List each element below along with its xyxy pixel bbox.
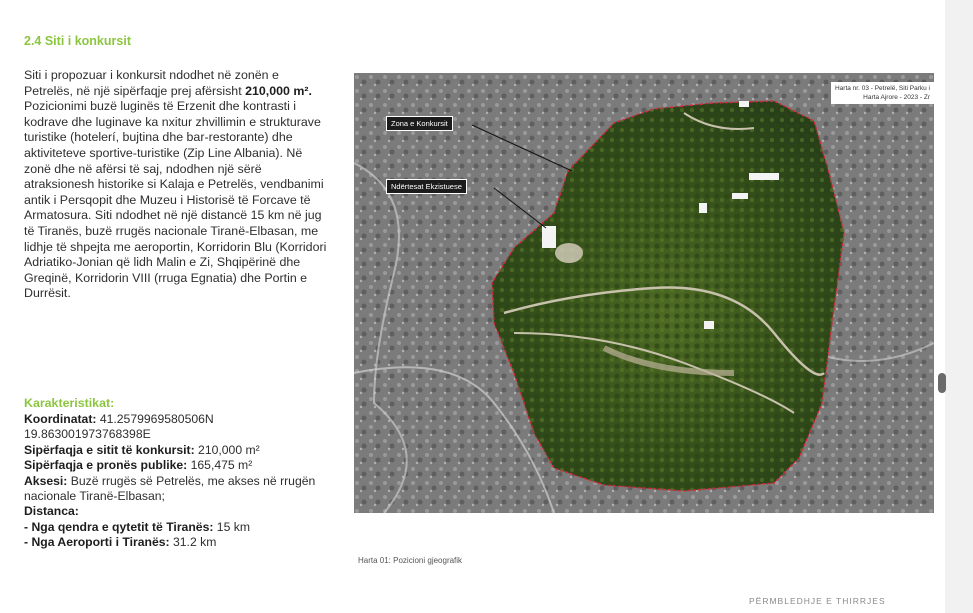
description-text-2: Pozicionimi buzë luginës të Erzenit dhe kontrasti i kodrave dhe luginave ka nxitur zhvillimin e strukturave turistike (hotelerí, bujtina dhe bar-restorante) dhe aktiviteteve sportive-turistike (Zip Line Albania). Në zonë dhe në afërsi të saj, ndodhen një sërë atraksionesh historike si Kalaja e Petrelës, vendbanimi antik i Persqopit dhe Muzeu i Historisë të Forcave të Armatosura. Siti ndodhet në një distancë 15 km në jug të Tiranës, buzë rrugës nacionale Tiranë-Elbasan, me lidhje të shpejta me aeroportin, Korridorin Blu (Korridori Adriatiko-Jonian që lidh Malin e Zi, Shqipërinë dhe Greqinë, Korridorin VIII (rruga Egnatia) dhe Portin e Durrësit. xyxy=(24,99,327,301)
coordinates-row xyxy=(24,412,334,427)
distance-label-text: Distanca: xyxy=(24,504,79,519)
public-area-row xyxy=(24,458,334,473)
public-area-label: Sipërfaqja e pronës publike: xyxy=(24,458,188,473)
callout-zone-label: Zona e Konkursit xyxy=(386,116,453,131)
site-area-row xyxy=(24,443,334,458)
existing-building xyxy=(542,226,556,248)
map-reference-box xyxy=(831,82,934,104)
existing-building xyxy=(732,193,748,199)
aerial-map xyxy=(354,73,934,513)
map-reference-line-2: Harta Ajrore - 2023 - Zr xyxy=(863,94,930,101)
description-text-1: Siti i propozuar i konkursit ndodhet në zonën e Petrelës, në një sipërfaqje prej afërsisht xyxy=(24,68,279,98)
access-label: Aksesi: xyxy=(24,473,68,488)
section-heading: 2.4 Siti i konkursit xyxy=(24,34,131,48)
existing-building xyxy=(699,203,707,213)
distance-city-label: - Nga qendra e qytetit të Tiranës: xyxy=(24,519,214,534)
coordinates-lon: 19.863001973768398E xyxy=(24,427,151,442)
map-caption: Harta 01: Pozicioni gjeografik xyxy=(358,556,463,565)
public-area-value: 165,475 m² xyxy=(187,458,253,473)
scrollbar-thumb[interactable] xyxy=(938,373,946,393)
distance-label xyxy=(24,504,334,519)
site-area-label: Sipërfaqja e sitit të konkursit: xyxy=(24,442,195,457)
aerial-map-image xyxy=(354,73,934,513)
page-footer: PËRMBLEDHJE E THIRRJES xyxy=(749,596,886,606)
coordinates-lat: 41.2579969580506N xyxy=(96,412,214,426)
characteristics-title: Karakteristikat: xyxy=(24,396,115,410)
existing-building xyxy=(704,321,714,329)
map-reference-line-1: Harta nr. 03 - Petrelë, Siti Parku i xyxy=(834,85,930,92)
access-row xyxy=(24,474,334,505)
area-highlight: 210,000 m². xyxy=(245,83,312,98)
site-description xyxy=(24,68,330,302)
access-value: Buzë rrugës së Petrelës, me akses në rrugën nacionale Tiranë-Elbasan; xyxy=(24,473,316,504)
distance-city-row xyxy=(24,520,334,535)
coordinates-label: Koordinatat: xyxy=(24,412,97,426)
existing-building xyxy=(749,173,779,180)
viewer-side-panel xyxy=(945,0,973,613)
distance-airport-value: 31.2 km xyxy=(169,535,217,550)
callout-buildings-label: Ndërtesat Ekzistuese xyxy=(386,179,467,194)
distance-airport-row xyxy=(24,535,334,550)
site-area-value: 210,000 m² xyxy=(194,442,260,457)
characteristics-list xyxy=(24,412,334,551)
distance-city-value: 15 km xyxy=(213,519,250,534)
distance-airport-label: - Nga Aeroporti i Tiranës: xyxy=(24,535,170,550)
